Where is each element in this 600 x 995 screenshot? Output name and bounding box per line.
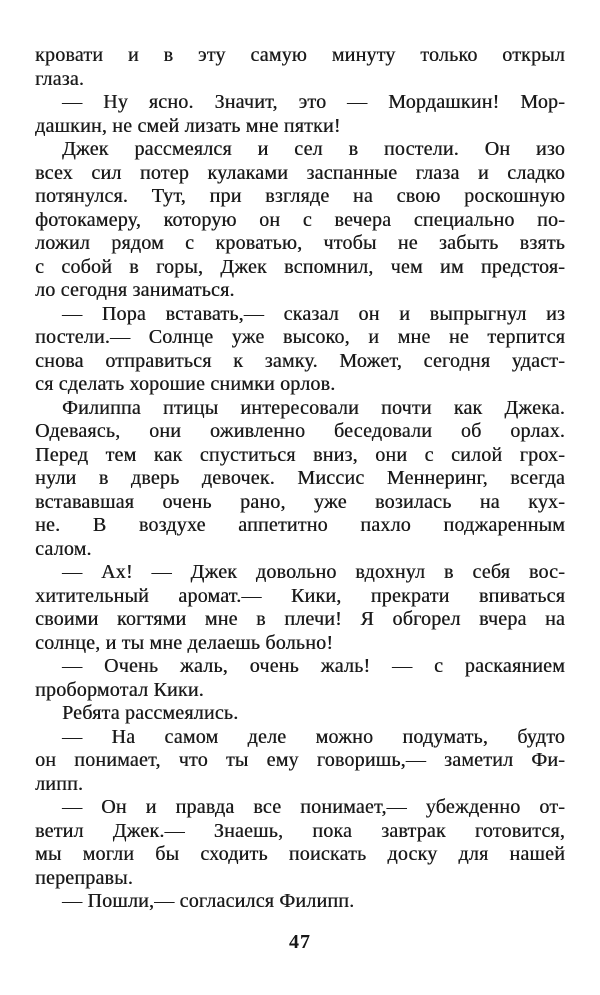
text-line: пробормотал Кики.: [35, 678, 204, 701]
text-line: Филиппа птицы интересовали почти как Джека.: [62, 396, 565, 419]
text-line: постели.— Солнце уже высоко, и мне не терпится: [35, 326, 565, 348]
text-line: Перед тем как спуститься вниз, они с силой грох-: [35, 443, 565, 466]
text-line: он понимает, что ты ему говоришь,— заметил Фи-: [35, 749, 565, 771]
text-line: встававшая очень рано, уже возилась на кух-: [35, 490, 565, 513]
text-line: с собой в горы, Джек вспомнил, чем им предстоя-: [35, 255, 565, 278]
text-line: нули в дверь девочек. Миссис Меннеринг, всегда: [35, 467, 565, 489]
text-line: салом.: [35, 537, 92, 560]
text-line: потянулся. Тут, при взгляде на свою роскошную: [35, 185, 565, 207]
text-line: ложил рядом с кроватью, чтобы не забыть взять: [35, 232, 565, 254]
text-line: всех сил потер кулаками заспанные глаза и сладко: [35, 161, 565, 184]
text-line: — Он и правда все понимает,— убежденно от-: [62, 796, 565, 818]
text-line: ло сегодня заниматься.: [35, 279, 235, 301]
text-line: Джек рассмеялся и сел в постели. Он изо: [62, 138, 565, 160]
text-line: снова отправиться к замку. Может, сегодня удаст-: [35, 349, 565, 372]
text-line: Ребята рассмеялись.: [62, 702, 239, 724]
text-line: не. В воздухе аппетитно пахло поджаренным: [35, 514, 565, 536]
text-line: мы могли бы сходить поискать доску для нашей: [35, 843, 565, 865]
text-line: ся сделать хорошие снимки орлов.: [35, 373, 336, 395]
page-number: 47: [289, 930, 311, 953]
text-line: глаза.: [35, 67, 85, 90]
text-line: переправы.: [35, 866, 133, 889]
text-line: солнце, и ты мне делаешь больно!: [35, 631, 334, 654]
text-line: — Ах! — Джек довольно вдохнул в себя вос-: [62, 561, 565, 583]
text-line: липп.: [35, 772, 84, 795]
text-line: хитительный аромат.— Кики, прекрати впиваться: [35, 584, 565, 607]
text-line: кровати и в эту самую минуту только открыл: [35, 44, 565, 66]
text-line: ветил Джек.— Знаешь, пока завтрак готовится,: [35, 819, 565, 842]
text-block: [35, 44, 565, 914]
text-line: — На самом деле можно подумать, будто: [62, 725, 565, 748]
text-line: — Ну ясно. Значит, это — Мордашкин! Мор-: [62, 91, 565, 113]
text-line: — Очень жаль, очень жаль! — с раскаянием: [62, 655, 565, 677]
text-line: дашкин, не смей лизать мне пятки!: [35, 114, 341, 137]
text-line: Одеваясь, они оживленно беседовали об орлах.: [35, 420, 565, 442]
text-line: фотокамеру, которую он с вечера специально по-: [35, 208, 565, 231]
text-line: своими когтями мне в плечи! Я обгорел вчера на: [35, 608, 565, 630]
text-line: — Пошли,— согласился Филипп.: [62, 890, 355, 912]
text-line: — Пора вставать,— сказал он и выпрыгнул из: [62, 302, 565, 325]
